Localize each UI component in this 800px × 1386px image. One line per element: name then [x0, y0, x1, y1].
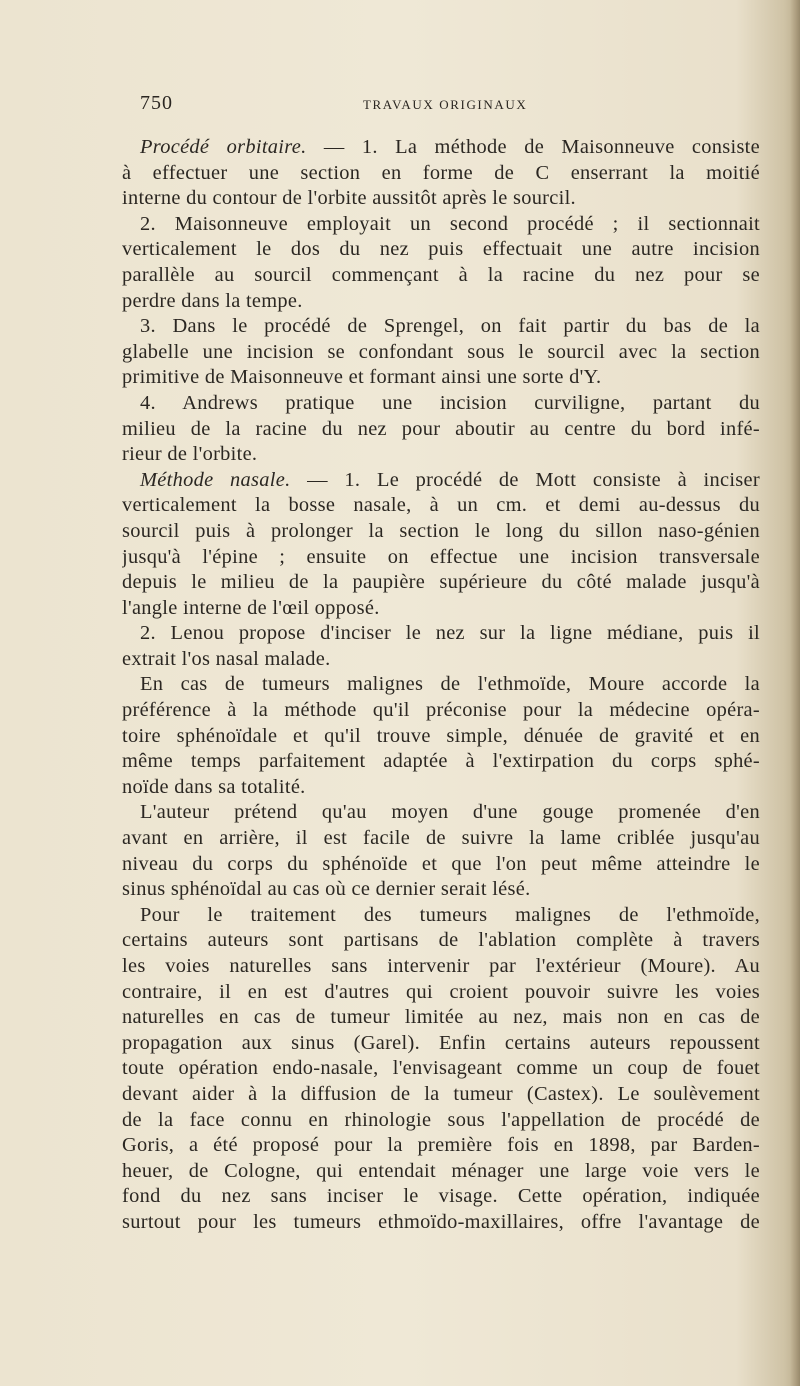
text-line: Goris, a été proposé pour la première fois en 1898, par Barden- — [122, 1134, 760, 1157]
text-line: noïde dans sa totalité. — [122, 775, 306, 798]
text-line: de la face connu en rhinologie sous l'appellation de procédé de — [122, 1108, 760, 1131]
text-line: 2. Maisonneuve employait un second procédé ; il sectionnait — [140, 212, 760, 235]
text-line: devant aider à la diffusion de la tumeur (Castex). Le soulèvement — [122, 1082, 760, 1105]
text-line: les voies naturelles sans intervenir par l'extérieur (Moure). Au — [122, 955, 760, 977]
text-line: préférence à la méthode qu'il préconise pour la médecine opéra- — [122, 699, 760, 722]
text-line: 2. Lenou propose d'inciser le nez sur la ligne médiane, puis il — [140, 622, 760, 645]
text-line: certains auteurs sont partisans de l'ablation complète à travers — [122, 929, 760, 952]
text-line: parallèle au sourcil commençant à la racine du nez pour se — [122, 263, 760, 286]
text-line: fond du nez sans inciser le visage. Cette opération, indiquée — [122, 1185, 760, 1208]
text-line: depuis le milieu de la paupière supérieure du côté malade jusqu'à — [122, 571, 760, 594]
text-line: Méthode nasale. — 1. Le procédé de Mott consiste à inciser — [140, 468, 760, 491]
text-line: toute opération endo-nasale, l'envisageant comme un coup de fouet — [122, 1057, 760, 1080]
text-line: Procédé orbitaire. — 1. La méthode de Maisonneuve consiste — [140, 136, 760, 158]
text-line: sourcil puis à prolonger la section le long du sillon naso-génien — [122, 519, 760, 542]
text-line: 4. Andrews pratique une incision curviligne, partant du — [140, 391, 760, 414]
text-line: interne du contour de l'orbite aussitôt après le sourcil. — [122, 187, 576, 210]
text-line: l'angle interne de l'œil opposé. — [122, 596, 380, 619]
section-heading-nasale: Méthode nasale. — [140, 468, 291, 491]
text-line: Pour le traitement des tumeurs malignes de l'ethmoïde, — [140, 903, 760, 926]
text-line: jusqu'à l'épine ; ensuite on effectue une incision transversale — [122, 545, 760, 568]
text-line: à effectuer une section en forme de C enserrant la moitié — [122, 161, 760, 184]
text-line: L'auteur prétend qu'au moyen d'une gouge promenée d'en — [140, 801, 760, 824]
page-edge-shadow — [790, 0, 800, 1386]
text-line: contraire, il en est d'autres qui croient pouvoir suivre les voies — [122, 980, 760, 1003]
text-line: verticalement le dos du nez puis effectuait une autre incision — [122, 238, 760, 261]
body-text — [122, 135, 760, 1236]
text-line: avant en arrière, il est facile de suivre la lame criblée jusqu'au — [122, 827, 760, 850]
text-line: perdre dans la tempe. — [122, 289, 303, 312]
text-line: propagation aux sinus (Garel). Enfin certains auteurs repoussent — [122, 1031, 760, 1054]
text-line: verticalement la bosse nasale, à un cm. et demi au-dessus du — [122, 494, 760, 517]
text-line: naturelles en cas de tumeur limitée au nez, mais non en cas de — [122, 1006, 760, 1029]
text-line: extrait l'os nasal malade. — [122, 647, 331, 670]
section-heading-orbitaire: Procédé orbitaire. — [140, 136, 307, 158]
text-line: niveau du corps du sphénoïde et que l'on peut même atteindre le — [122, 852, 760, 875]
text-line: toire sphénoïdale et qu'il trouve simple, dénuée de gravité et en — [122, 724, 760, 747]
running-head: TRAVAUX ORIGINAUX — [363, 97, 528, 112]
text-line: En cas de tumeurs malignes de l'ethmoïde, Moure accorde la — [140, 673, 760, 696]
text-line: sinus sphénoïdal au cas où ce dernier serait lésé. — [122, 878, 531, 901]
text-line: milieu de la racine du nez pour aboutir au centre du bord infé- — [122, 417, 760, 440]
page-header — [140, 92, 760, 118]
text-line: glabelle une incision se confondant sous le sourcil avec la section — [122, 340, 760, 363]
text-line: rieur de l'orbite. — [122, 443, 258, 466]
text-line: surtout pour les tumeurs ethmoïdo-maxillaires, offre l'avantage de — [122, 1210, 760, 1233]
text-line: heuer, de Cologne, qui entendait ménager une large voie vers le — [122, 1159, 760, 1182]
text-line: primitive de Maisonneuve et formant ainsi une sorte d'Y. — [122, 366, 602, 389]
page-number: 750 — [140, 92, 173, 114]
text-line: 3. Dans le procédé de Sprengel, on fait partir du bas de la — [140, 315, 760, 338]
text-line: même temps parfaitement adaptée à l'extirpation du corps sphé- — [122, 750, 760, 773]
